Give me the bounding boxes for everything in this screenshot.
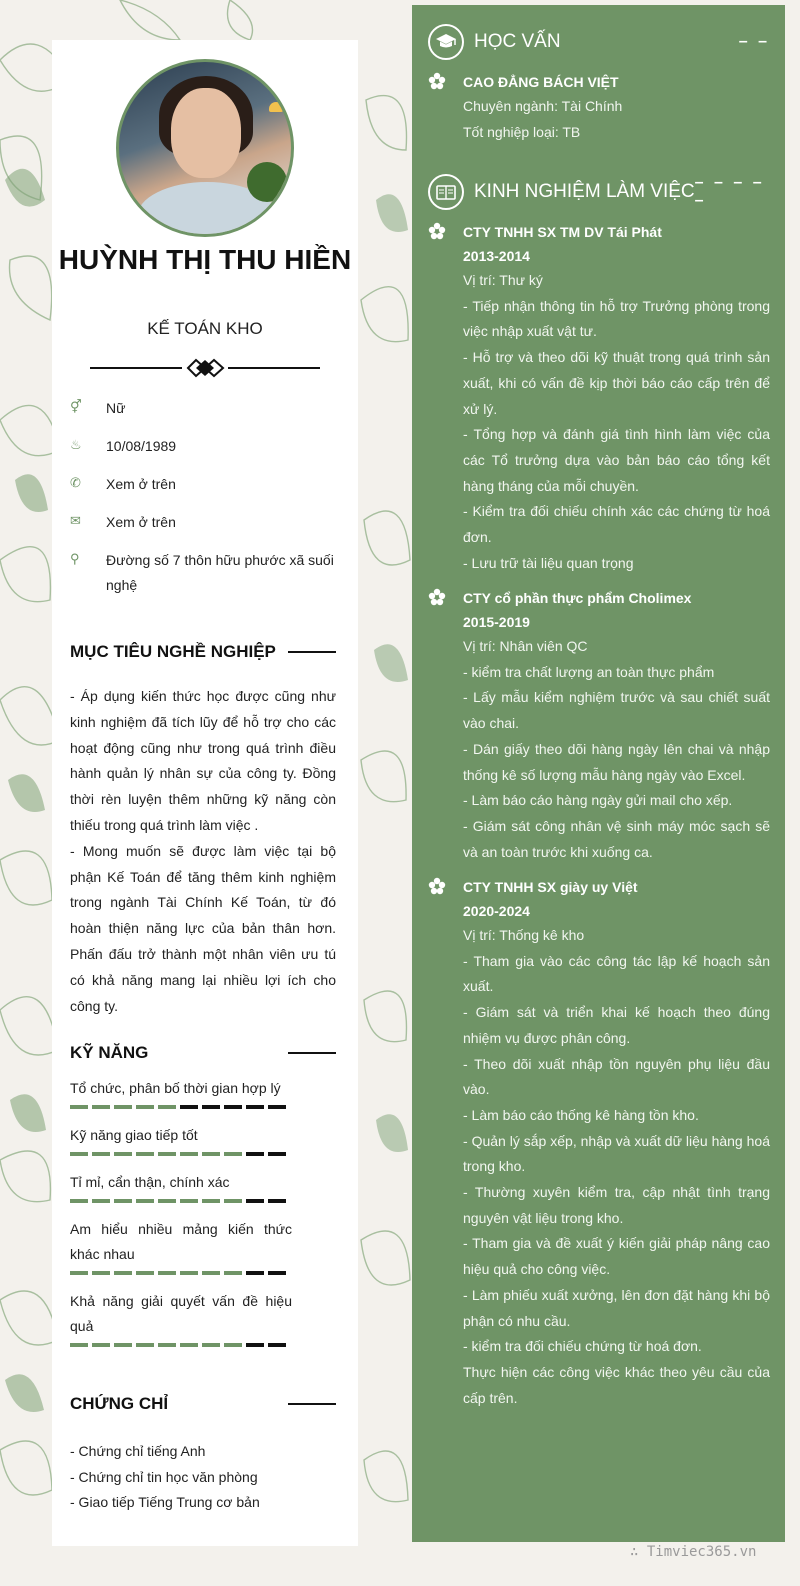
leaf-pattern-background-right [356,0,416,1586]
skill-label: Tổ chức, phân bố thời gian hợp lý [70,1080,281,1096]
job-entry [428,875,770,1411]
job-description-line: - Tiếp nhận thông tin hỗ trợ Trưởng phòng trong việc nhập xuất vật tư. [463,297,770,340]
job-entry [428,586,770,865]
experience-heading [428,174,770,210]
info-address [70,548,340,598]
flower-bullet-icon [428,222,446,240]
skill-level-segment [202,1271,220,1275]
job-entry [428,220,770,576]
skill-level-bar [70,1343,292,1347]
skill-level-segment [114,1271,132,1275]
info-birthday [70,434,340,459]
objective-heading [70,640,336,664]
heading-dash-decoration: – – [738,33,770,50]
education-grade: Tốt nghiệp loại: TB [463,123,581,140]
certificates-heading [70,1392,336,1416]
certificates-title: CHỨNG CHỈ [70,1394,169,1413]
phone-value: Xem ở trên [106,476,176,492]
skill-level-segment [268,1343,286,1347]
job-description-line: - Kiểm tra đối chiếu chính xác các chứng từ hoá đơn. [463,503,770,546]
skills-list [70,1076,292,1361]
skill-level-segment [158,1105,176,1109]
gender-icon: ⚥ [70,399,82,414]
skill-level-segment [224,1105,242,1109]
job-description-line: - Dán giấy theo dõi hàng ngày lên chai và nhập thống kê số lượng mẫu hàng ngày vào Excel. [463,740,770,783]
skill-level-segment [224,1343,242,1347]
objective-text [70,684,336,1019]
skill-level-segment [246,1271,264,1275]
skills-title: KỸ NĂNG [70,1043,149,1062]
job-description-line: - Làm báo cáo hàng ngày gửi mail cho xếp. [463,792,733,809]
skill-level-segment [246,1199,264,1203]
job-description-line: - Làm phiếu xuất xưởng, lên đơn đặt hàng khi bộ phận có nhu cầu. [463,1286,770,1329]
job-description-line: - kiểm tra đối chiếu chứng từ hoá đơn. [463,1338,702,1355]
left-column-card [52,40,358,1546]
skill-level-segment [114,1105,132,1109]
skill-level-segment [268,1199,286,1203]
skill-level-segment [180,1105,198,1109]
skill-level-segment [70,1343,88,1347]
education-heading [428,24,770,60]
skill-item [70,1217,292,1275]
skill-item [70,1123,292,1156]
right-column-panel [412,5,785,1542]
job-description-line: Thực hiện các công việc khác theo yêu cầu của cấp trên. [463,1363,770,1406]
envelope-icon: ✉ [70,513,81,528]
email-value: Xem ở trên [106,514,176,530]
skill-level-segment [136,1199,154,1203]
avatar [116,59,294,237]
job-description-line: - Tham gia vào các công tác lập kế hoạch sản xuất. [463,952,770,995]
job-description-line: - Giám sát và triển khai kế hoạch theo đúng nhiệm vụ được phân công. [463,1004,770,1046]
objective-title: MỤC TIÊU NGHỀ NGHIỆP [70,642,276,661]
skill-level-segment [268,1105,286,1109]
skill-level-segment [136,1271,154,1275]
skill-level-segment [92,1152,110,1156]
skill-item [70,1170,292,1203]
skill-level-segment [246,1343,264,1347]
info-gender [70,396,340,421]
company-name: CTY TNHH SX giày uy Việt [463,879,638,895]
job-period: 2020-2024 [463,903,530,919]
birthday-value: 10/08/1989 [106,438,177,454]
flower-bullet-icon [428,877,446,895]
skill-level-segment [92,1271,110,1275]
skill-label: Kỹ năng giao tiếp tốt [70,1127,198,1143]
job-description-line: Vị trí: Thư ký [463,272,543,288]
info-phone [70,472,340,497]
skill-level-bar [70,1105,292,1109]
phone-icon: ✆ [70,475,81,490]
skill-level-segment [224,1199,242,1203]
job-lines [463,923,770,1411]
skill-level-segment [114,1343,132,1347]
job-lines [463,268,770,576]
skill-level-segment [180,1152,198,1156]
flower-bullet-icon [428,588,446,606]
skill-level-segment [114,1199,132,1203]
skill-level-segment [180,1199,198,1203]
map-marker-icon: ⚲ [70,551,80,566]
job-period: 2013-2014 [463,248,530,264]
skill-label: Am hiểu nhiều mảng kiến thức khác nhau [70,1221,292,1262]
skill-level-segment [246,1152,264,1156]
skill-level-segment [114,1152,132,1156]
skill-level-segment [92,1199,110,1203]
skill-level-segment [202,1343,220,1347]
certificate-item: - Giao tiếp Tiếng Trung cơ bản [70,1494,260,1511]
skill-level-bar [70,1199,292,1203]
skill-level-segment [136,1343,154,1347]
job-description-line: - Thường xuyên kiểm tra, cập nhật tình trạng nguyên vật liệu trong kho. [463,1184,770,1226]
job-description-line: Vị trí: Thống kê kho [463,927,585,943]
skill-label: Tỉ mỉ, cẩn thận, chính xác [70,1174,230,1190]
job-description-line: - Lưu trữ tài liệu quan trọng [463,554,634,571]
skill-level-segment [180,1271,198,1275]
skill-level-segment [158,1152,176,1156]
job-description-line: - Lấy mẫu kiểm nghiệm trước và sau chiết suất vào chai. [463,689,770,732]
skill-level-segment [70,1105,88,1109]
education-major: Chuyên ngành: Tài Chính [463,98,623,114]
job-description-line: - Quản lý sắp xếp, nhập và xuất dữ liệu hàng hoá trong kho. [463,1132,770,1175]
personal-info-list [70,396,340,611]
company-name: CTY TNHH SX TM DV Tái Phát [463,224,662,240]
book-icon [428,174,464,210]
skill-level-segment [92,1343,110,1347]
job-title: KẾ TOÁN KHO [147,319,263,338]
education-title: HỌC VẤN [474,31,561,52]
skill-level-segment [136,1152,154,1156]
skill-level-segment [92,1105,110,1109]
skill-level-bar [70,1152,292,1156]
certificate-item: - Chứng chỉ tiếng Anh [70,1443,206,1459]
flower-bullet-icon [428,72,446,90]
skill-level-segment [224,1152,242,1156]
job-description-line: - Làm báo cáo thống kê hàng tồn kho. [463,1106,699,1123]
ornament-divider [90,358,320,378]
skill-item [70,1076,292,1109]
job-description-line: - Giám sát công nhân vệ sinh máy móc sạch sẽ và an toàn trước khi xuống ca. [463,817,770,860]
job-lines [463,634,770,865]
skill-level-segment [202,1199,220,1203]
job-description-line: - Tham gia và đề xuất ý kiến giải pháp nâng cao hiệu quả cho công việc. [463,1235,770,1278]
job-description-line: - Tổng hợp và đánh giá tình hình làm việc của các Tổ trưởng dựa vào bản báo cáo tổng kết hàng tháng của mỗi chuyền. [463,426,770,494]
gender-value: Nữ [106,400,126,416]
experience-title: KINH NGHIỆM LÀM VIỆC [474,181,695,202]
skill-level-segment [136,1105,154,1109]
heading-dash-decoration: – – – – – [694,174,765,209]
graduation-cap-icon [428,24,464,60]
skill-level-segment [202,1105,220,1109]
skill-level-segment [70,1271,88,1275]
site-watermark: ∴ Timviec365.vn [630,1544,757,1560]
job-description-line: - Hỗ trợ và theo dõi kỹ thuật trong quá trình sản xuất, khi có vấn đề kịp thời báo cáo cấp trên để xử lý. [463,349,770,417]
skill-level-segment [180,1343,198,1347]
skill-level-segment [202,1152,220,1156]
skill-label: Khả năng giải quyết vấn đề hiệu quả [70,1293,292,1334]
skill-level-segment [70,1199,88,1203]
objective-paragraph: - Áp dụng kiến thức học được cũng như kinh nghiệm đã tích lũy để hỗ trợ cho các hoạt động cũng như trong quá trình điều hành quản lý nhân sự của công ty. Đồng thời rèn luyện thêm những kỹ năng còn thiếu trong quá trình làm việc . [70,688,336,833]
skill-level-segment [224,1271,242,1275]
candidate-name: HUỲNH THỊ THU HIỀN [58,244,352,275]
job-description-line: - kiểm tra chất lượng an toàn thực phẩm [463,663,715,680]
skill-level-segment [158,1271,176,1275]
info-email [70,510,340,535]
skill-level-segment [158,1199,176,1203]
skill-level-segment [70,1152,88,1156]
job-description-line: Vị trí: Nhân viên QC [463,638,588,654]
skill-level-bar [70,1271,292,1275]
education-entry [428,70,770,145]
skills-heading [70,1041,336,1065]
job-period: 2015-2019 [463,614,530,630]
school-name: CAO ĐẲNG BÁCH VIỆT [463,74,619,90]
skill-level-segment [246,1105,264,1109]
skill-level-segment [268,1152,286,1156]
company-name: CTY cổ phần thực phẩm Cholimex [463,590,692,606]
certificates-list [70,1439,336,1516]
address-value: Đường số 7 thôn hữu phước xã suối nghệ [106,552,334,593]
certificate-item: - Chứng chỉ tin học văn phòng [70,1468,258,1485]
skill-level-segment [158,1343,176,1347]
skill-item [70,1289,292,1347]
skill-level-segment [268,1271,286,1275]
objective-paragraph: - Mong muốn sẽ được làm việc tại bộ phận Kế Toán để tăng thêm kinh nghiệm trong ngành Tài Chính Kế Toán, từ đó hoàn thiện năng lực của bản thân hơn. Phấn đấu trở thành một nhân viên ưu tú có khả năng mang lại nhiều lợi ích cho công ty. [70,842,336,1014]
job-description-line: - Theo dõi xuất nhập tồn nguyên phụ liệu đầu vào. [463,1055,770,1098]
birthday-cake-icon: ♨ [70,437,82,452]
